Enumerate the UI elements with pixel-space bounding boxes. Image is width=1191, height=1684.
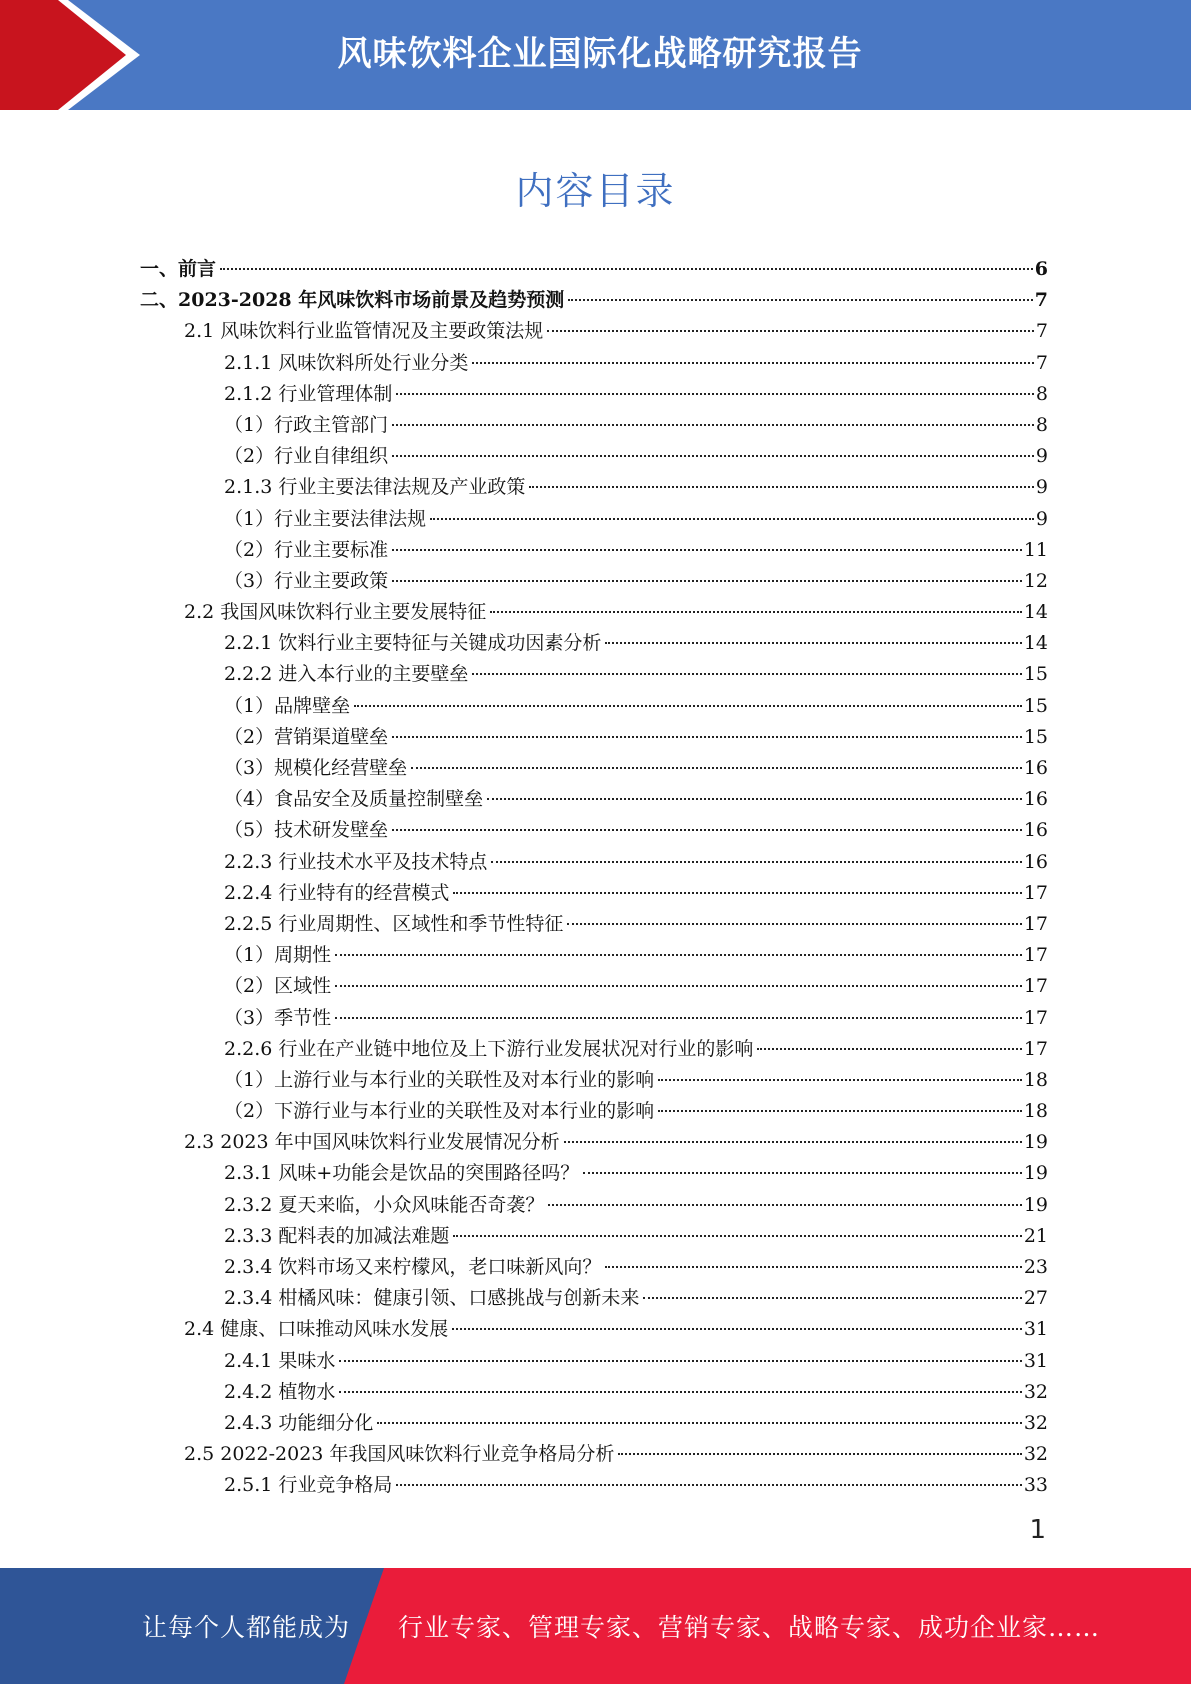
toc-dot-leader: [452, 1328, 1022, 1330]
toc-entry-text: 2.3.4 饮料市场又来柠檬风，老口味新风向？: [224, 1256, 602, 1278]
report-title: 风味饮料企业国际化战略研究报告: [337, 34, 863, 74]
toc-entry[interactable]: [140, 628, 1048, 659]
toc-entry-page: 23: [1023, 1256, 1048, 1278]
toc-dot-leader: [392, 424, 1034, 426]
toc-entry-page: 17: [1023, 1037, 1048, 1060]
toc-entry[interactable]: [140, 1283, 1048, 1314]
toc-entry-page: 8: [1035, 382, 1048, 405]
toc-entry-text: 2.2.2 进入本行业的主要壁垒: [224, 663, 469, 686]
toc-dot-leader: [377, 1422, 1021, 1424]
toc-entry[interactable]: [140, 316, 1048, 347]
toc-entry-page: 7: [1035, 351, 1048, 374]
toc-dot-leader: [392, 549, 1022, 551]
toc-entry-text: 一、前言: [140, 258, 217, 280]
toc-dot-leader: [354, 705, 1022, 707]
toc-entry-page: 12: [1023, 569, 1048, 592]
toc-entry-text: （2）行业自律组织: [224, 445, 389, 468]
toc-entry-page: 9: [1035, 476, 1048, 499]
toc-dot-leader: [658, 1110, 1022, 1112]
toc-entry-text: （3）规模化经营壁垒: [224, 757, 408, 779]
toc-entry-page: 16: [1023, 819, 1048, 842]
toc-entry[interactable]: [140, 441, 1048, 472]
toc-entry-text: （1）品牌壁垒: [224, 694, 351, 717]
table-of-contents: [140, 254, 1048, 1502]
toc-entry-text: 2.3.4 柑橘风味：健康引领、口感挑战与创新未来: [224, 1287, 640, 1310]
toc-entry-page: 16: [1023, 850, 1048, 873]
toc-dot-leader: [472, 362, 1034, 364]
toc-heading: 内容目录: [515, 169, 676, 213]
toc-entry-text: （2）区域性: [224, 975, 332, 998]
toc-entry-page: 14: [1023, 601, 1048, 624]
toc-dot-leader: [392, 736, 1022, 738]
toc-entry-page: 32: [1023, 1411, 1048, 1434]
toc-entry[interactable]: [140, 348, 1048, 379]
toc-entry-text: 2.2.4 行业特有的经营模式: [224, 881, 450, 904]
toc-entry[interactable]: [140, 1470, 1048, 1501]
toc-dot-leader: [430, 518, 1034, 520]
toc-entry[interactable]: [140, 815, 1048, 846]
toc-dot-leader: [339, 1360, 1021, 1362]
toc-entry[interactable]: [140, 971, 1048, 1002]
toc-entry-page: 6: [1034, 258, 1048, 280]
toc-entry-text: （1）行政主管部门: [224, 413, 389, 436]
toc-entry[interactable]: [140, 1034, 1048, 1065]
footer-slogan-right: 行业专家、管理专家、营销专家、战略专家、成功企业家……: [398, 1613, 1101, 1642]
toc-dot-leader: [618, 1453, 1021, 1455]
toc-dot-leader: [548, 1204, 1021, 1206]
toc-entry-page: 14: [1023, 632, 1048, 655]
toc-entry-page: 9: [1035, 445, 1048, 468]
toc-entry-page: 17: [1023, 975, 1048, 998]
toc-dot-leader: [583, 1172, 1022, 1174]
toc-entry[interactable]: [140, 1377, 1048, 1408]
toc-entry-page: 18: [1023, 1068, 1048, 1091]
toc-entry-text: 2.2.3 行业技术水平及技术特点: [224, 850, 488, 873]
toc-entry-page: 15: [1023, 663, 1048, 686]
toc-entry[interactable]: [140, 1003, 1048, 1034]
toc-entry-text: 2.3.2 夏天来临，小众风味能否奇袭？: [224, 1193, 545, 1216]
toc-entry-page: 32: [1023, 1380, 1048, 1403]
toc-entry-page: 32: [1023, 1443, 1048, 1466]
toc-dot-leader: [453, 892, 1021, 894]
toc-dot-leader: [490, 611, 1022, 613]
toc-dot-leader: [564, 1141, 1022, 1143]
toc-entry[interactable]: [140, 535, 1048, 566]
toc-entry-text: （3）季节性: [224, 1006, 332, 1029]
toc-dot-leader: [396, 393, 1034, 395]
toc-entry[interactable]: [140, 722, 1048, 753]
toc-entry-page: 17: [1023, 1006, 1048, 1029]
toc-dot-leader: [396, 1484, 1021, 1486]
toc-entry-page: 11: [1023, 538, 1048, 561]
toc-entry-page: 19: [1023, 1131, 1048, 1154]
toc-dot-leader: [392, 580, 1022, 582]
toc-entry[interactable]: [140, 659, 1048, 690]
toc-entry[interactable]: [140, 1408, 1048, 1439]
toc-entry-page: 8: [1035, 413, 1048, 436]
toc-entry[interactable]: [140, 909, 1048, 940]
toc-entry-text: （2）行业主要标准: [224, 538, 389, 561]
toc-dot-leader: [643, 1297, 1021, 1299]
toc-entry-text: 2.2.1 饮料行业主要特征与关键成功因素分析: [224, 632, 602, 655]
toc-entry-page: 17: [1023, 881, 1048, 904]
toc-entry-text: （2）下游行业与本行业的关联性及对本行业的影响: [224, 1100, 655, 1123]
toc-entry-page: 16: [1023, 757, 1048, 779]
toc-entry-text: 2.1 风味饮料行业监管情况及主要政策法规: [184, 320, 544, 343]
toc-entry-page: 18: [1023, 1100, 1048, 1123]
toc-entry-text: 2.5.1 行业竞争格局: [224, 1474, 393, 1497]
toc-entry[interactable]: [140, 878, 1048, 909]
toc-entry-text: （2）营销渠道壁垒: [224, 725, 389, 748]
toc-entry[interactable]: [140, 1346, 1048, 1377]
toc-dot-leader: [529, 486, 1034, 488]
toc-entry[interactable]: [140, 1158, 1048, 1189]
toc-dot-leader: [453, 1235, 1021, 1237]
toc-entry[interactable]: [140, 1065, 1048, 1096]
toc-entry-page: 19: [1023, 1193, 1048, 1216]
toc-entry-text: 2.3.1 风味+功能会是饮品的突围路径吗？: [224, 1162, 580, 1185]
toc-dot-leader: [335, 985, 1022, 987]
toc-entry[interactable]: [140, 254, 1048, 285]
toc-entry[interactable]: [140, 753, 1048, 784]
footer-slogan-left: 让每个人都能成为: [142, 1613, 351, 1642]
toc-entry[interactable]: [140, 1127, 1048, 1158]
toc-dot-leader: [472, 673, 1021, 675]
toc-entry-text: 2.4.1 果味水: [224, 1349, 336, 1372]
toc-dot-leader: [757, 1048, 1021, 1050]
toc-entry[interactable]: [140, 940, 1048, 971]
toc-entry-page: 7: [1035, 320, 1048, 343]
toc-entry[interactable]: [140, 1314, 1048, 1345]
toc-entry-page: 15: [1023, 694, 1048, 717]
toc-entry-text: 2.3 2023 年中国风味饮料行业发展情况分析: [184, 1131, 560, 1154]
toc-entry[interactable]: [140, 566, 1048, 597]
toc-entry[interactable]: [140, 691, 1048, 722]
toc-entry[interactable]: [140, 1190, 1048, 1221]
toc-entry-text: 2.3.3 配料表的加减法难题: [224, 1224, 450, 1247]
toc-entry-text: 二、2023-2028 年风味饮料市场前景及趋势预测: [140, 289, 565, 312]
toc-entry-text: 2.1.1 风味饮料所处行业分类: [224, 351, 469, 374]
toc-entry-page: 33: [1023, 1474, 1048, 1497]
toc-entry-page: 27: [1023, 1287, 1048, 1310]
toc-entry-text: 2.4 健康、口味推动风味水发展: [184, 1318, 449, 1341]
toc-entry-text: （1）周期性: [224, 944, 332, 967]
toc-dot-leader: [335, 1017, 1022, 1019]
toc-entry[interactable]: [140, 504, 1048, 535]
toc-entry-page: 17: [1023, 944, 1048, 967]
toc-entry[interactable]: [140, 1096, 1048, 1127]
toc-entry-text: 2.1.3 行业主要法律法规及产业政策: [224, 476, 526, 499]
page-number: 1: [1029, 1515, 1046, 1545]
toc-entry[interactable]: [140, 379, 1048, 410]
toc-entry-text: 2.4.3 功能细分化: [224, 1411, 374, 1434]
toc-entry-page: 19: [1023, 1162, 1048, 1185]
toc-dot-leader: [392, 455, 1034, 457]
toc-entry-page: 21: [1023, 1224, 1048, 1247]
toc-entry[interactable]: [140, 285, 1048, 316]
toc-dot-leader: [411, 767, 1022, 769]
toc-entry[interactable]: [140, 784, 1048, 815]
toc-entry-text: 2.4.2 植物水: [224, 1380, 336, 1403]
toc-entry-page: 16: [1023, 788, 1048, 811]
toc-entry-page: 15: [1023, 725, 1048, 748]
toc-dot-leader: [220, 268, 1033, 270]
toc-entry[interactable]: [140, 410, 1048, 441]
toc-entry-text: 2.2.5 行业周期性、区域性和季节性特征: [224, 912, 564, 935]
toc-entry-text: （3）行业主要政策: [224, 569, 389, 592]
toc-dot-leader: [392, 829, 1022, 831]
toc-dot-leader: [658, 1079, 1022, 1081]
toc-entry-page: 17: [1023, 912, 1048, 935]
toc-entry[interactable]: [140, 472, 1048, 503]
report-header: [0, 0, 1191, 110]
toc-entry-page: 31: [1023, 1318, 1048, 1341]
toc-entry-text: （1）上游行业与本行业的关联性及对本行业的影响: [224, 1068, 655, 1091]
toc-dot-leader: [547, 330, 1034, 332]
toc-entry-page: 9: [1035, 507, 1048, 530]
toc-entry[interactable]: [140, 1221, 1048, 1252]
toc-entry-text: 2.2.6 行业在产业链中地位及上下游行业发展状况对行业的影响: [224, 1037, 754, 1060]
toc-dot-leader: [605, 1266, 1021, 1268]
toc-entry-page: 31: [1023, 1349, 1048, 1372]
toc-dot-leader: [487, 798, 1022, 800]
toc-entry[interactable]: [140, 597, 1048, 628]
toc-entry-text: （5）技术研发壁垒: [224, 819, 389, 842]
toc-entry-page: 7: [1034, 289, 1048, 312]
toc-entry[interactable]: [140, 1439, 1048, 1470]
toc-dot-leader: [339, 1391, 1021, 1393]
toc-entry-text: 2.2 我国风味饮料行业主要发展特征: [184, 601, 487, 624]
toc-dot-leader: [491, 861, 1021, 863]
toc-dot-leader: [568, 299, 1033, 301]
toc-entry-text: （4）食品安全及质量控制壁垒: [224, 788, 484, 811]
toc-entry[interactable]: [140, 847, 1048, 878]
toc-entry-text: （1）行业主要法律法规: [224, 507, 427, 530]
toc-dot-leader: [567, 923, 1021, 925]
toc-entry-text: 2.1.2 行业管理体制: [224, 382, 393, 405]
toc-dot-leader: [605, 642, 1021, 644]
toc-entry[interactable]: [140, 1252, 1048, 1283]
toc-entry-text: 2.5 2022-2023 年我国风味饮料行业竞争格局分析: [184, 1443, 615, 1466]
toc-dot-leader: [335, 954, 1022, 956]
